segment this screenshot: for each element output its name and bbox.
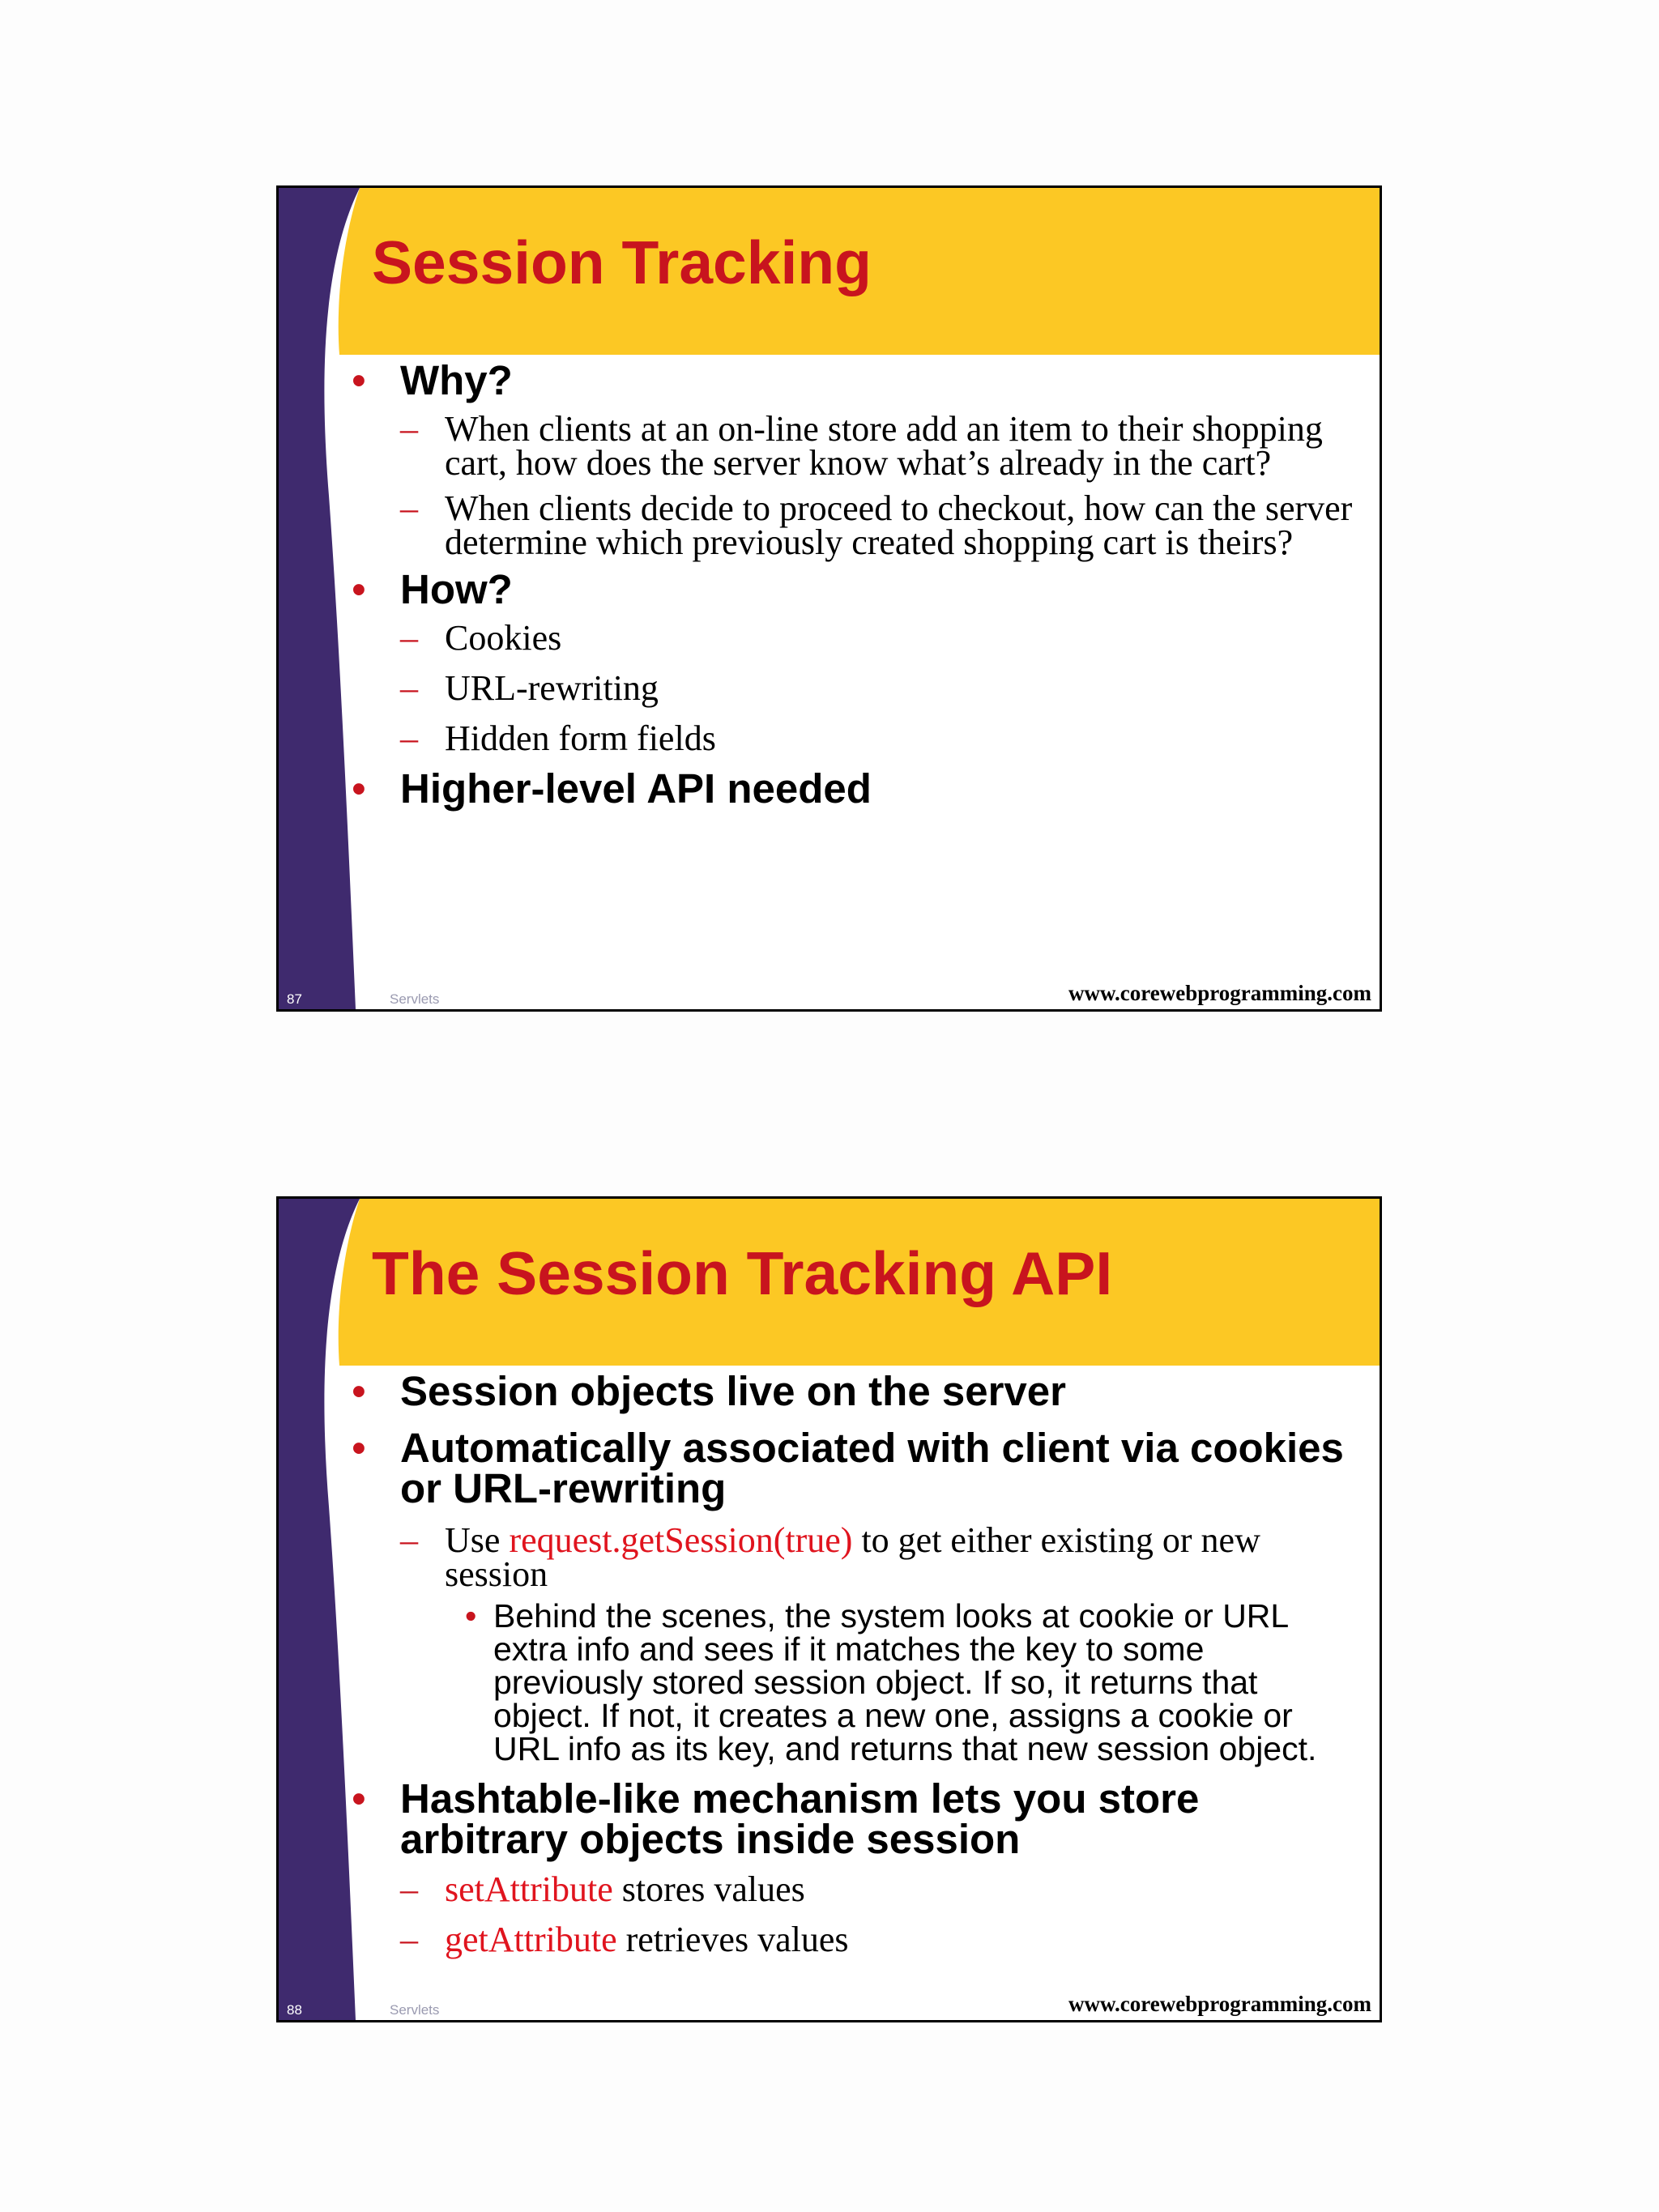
sub-bullet-getattribute [352, 1920, 1356, 1959]
sub-bullet [352, 718, 1356, 758]
slide-content [352, 1368, 1356, 1959]
sub-bullet-text: When clients decide to proceed to checkout, how can the server determine which previously created shopping cart is theirs? [445, 488, 1353, 562]
bullet-api [352, 765, 1356, 812]
bullet-text: How? [400, 566, 513, 612]
dash-marker: – [400, 668, 418, 708]
bullet-text: Hashtable-like mechanism lets you store arbitrary objects inside session [400, 1775, 1200, 1862]
bullet-dot: • [352, 566, 366, 612]
bullet-automatic [352, 1425, 1356, 1511]
bullet-text: Why? [400, 357, 513, 403]
sub-sub-bullet [352, 1597, 1356, 1767]
bullet-text: Automatically associated with client via cookies or URL-rewriting [400, 1425, 1344, 1511]
dash-marker: – [400, 718, 418, 758]
dash-marker: – [400, 1520, 418, 1560]
code-getsession: request.getSession(true) [509, 1520, 853, 1560]
section-label: Servlets [390, 991, 440, 1007]
dash-marker: – [400, 618, 418, 658]
slide-number: 88 [287, 2002, 302, 2018]
bullet-dot: • [352, 1775, 366, 1822]
sub-bullet-text: Hidden form fields [445, 718, 716, 758]
bullet-text: Higher-level API needed [400, 765, 872, 812]
sub-bullet-text: Cookies [445, 618, 562, 658]
section-label: Servlets [390, 2002, 440, 2018]
bullet-text: Session objects live on the server [400, 1368, 1067, 1414]
code-getattribute: getAttribute [445, 1920, 617, 1959]
text-suffix: to get either existing or new session [445, 1520, 1260, 1594]
text-suffix: stores values [612, 1869, 805, 1909]
sub-bullet-text [445, 1920, 848, 1959]
sub-bullet-text [445, 1520, 1260, 1594]
text-suffix: retrieves values [616, 1920, 849, 1959]
footer-url: www.corewebprogramming.com [1068, 1992, 1371, 2016]
bullet-hashtable [352, 1775, 1356, 1862]
slide-title: The Session Tracking API [372, 1239, 1113, 1307]
dash-marker: – [400, 1869, 418, 1909]
dash-marker: – [400, 409, 418, 449]
sub-bullet-text [445, 1869, 805, 1909]
dash-marker: – [400, 488, 418, 528]
sub-bullet [352, 409, 1356, 483]
sub-bullet [352, 618, 1356, 658]
sub-bullet-text: When clients at an on-line store add an item to their shopping cart, how does the server know what’s already in the cart? [445, 409, 1323, 483]
bullet-dot: • [352, 357, 366, 403]
slide-title: Session Tracking [372, 228, 872, 296]
sub-bullet-setattribute [352, 1869, 1356, 1909]
bullet-session-objects [352, 1368, 1356, 1414]
sub-bullet-getsession [352, 1520, 1356, 1594]
bullet-dot: • [352, 765, 366, 812]
bullet-dot: • [352, 1368, 366, 1414]
bullet-how [352, 566, 1356, 612]
bullet-dot: • [352, 1425, 366, 1471]
sub-bullet-text: URL-rewriting [445, 668, 659, 708]
sub-bullet [352, 488, 1356, 562]
sub-sub-bullet-text: Behind the scenes, the system looks at cookie or URL extra info and sees if it matches the key to some previously stored session object. If so, it returns that object. If not, it creates a new one, assigns a cookie or URL info as its key, and returns that new session object. [493, 1597, 1317, 1767]
slide-88 [276, 1196, 1382, 2022]
dash-marker: – [400, 1920, 418, 1959]
sub-bullet [352, 668, 1356, 708]
slide-content [352, 357, 1356, 812]
slide-number: 87 [287, 991, 302, 1007]
bullet-why [352, 357, 1356, 403]
code-setattribute: setAttribute [445, 1869, 613, 1909]
slide-87 [276, 185, 1382, 1012]
footer-url: www.corewebprogramming.com [1068, 981, 1371, 1005]
text-prefix: Use [445, 1520, 510, 1560]
bullet-dot: • [465, 1597, 477, 1634]
